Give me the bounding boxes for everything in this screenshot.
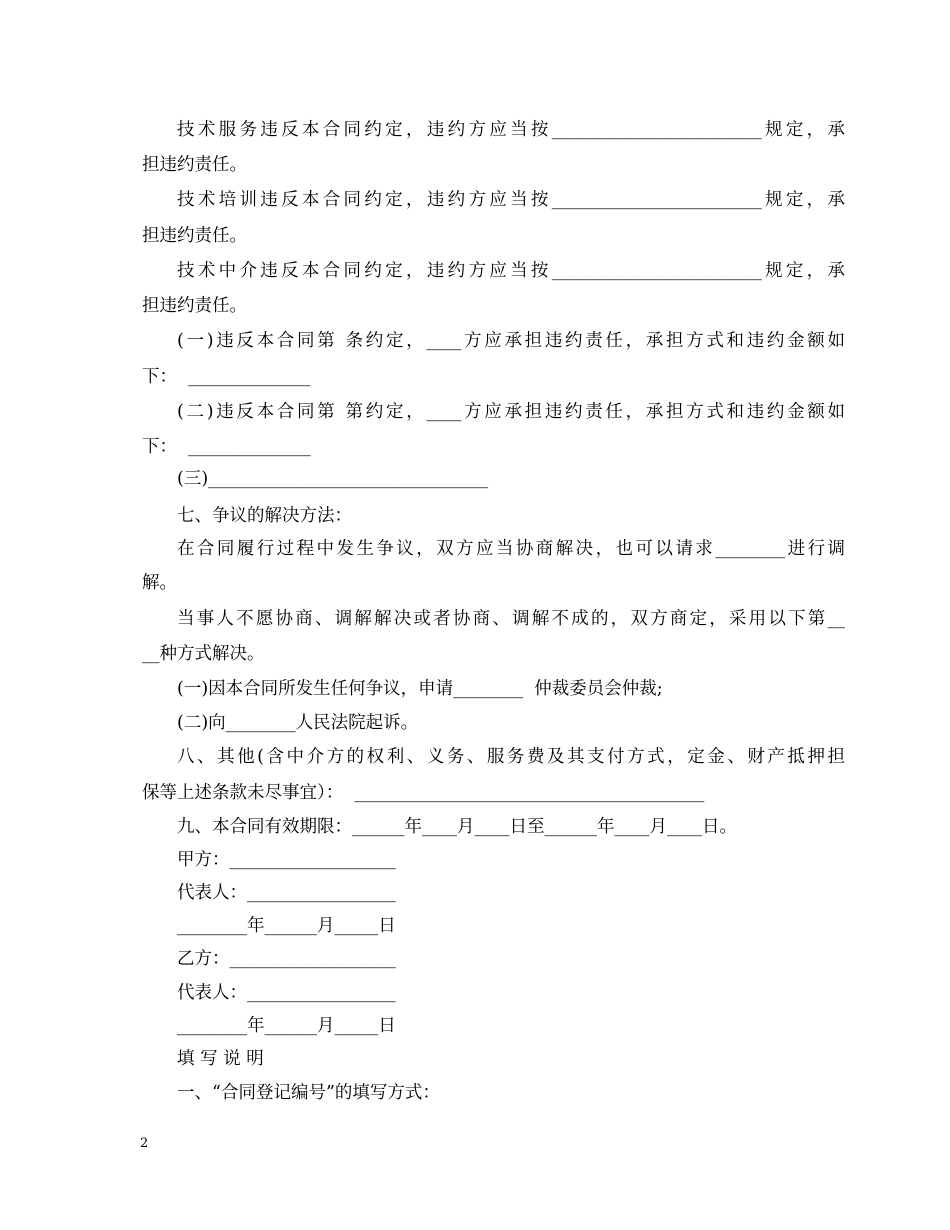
date-line: ________年______月_____日 — [177, 1016, 396, 1036]
party-b-line: 乙方：___________________ — [177, 949, 396, 969]
section-heading: 九、本合同有效期限：______年____月____日至______年____月____日。 — [177, 817, 737, 837]
paragraph-line: 技术服务违反本合同约定，违约方应当按________________________规定，承 — [177, 120, 845, 140]
section-heading: 八、其他(含中介方的权利、义务、服务费及其支付方式，定金、财产抵押担 — [177, 747, 845, 767]
paragraph-line: (三)________________________________ — [177, 469, 489, 489]
paragraph-line: 解。 — [142, 573, 177, 593]
paragraph-line: 技术培训违反本合同约定，违约方应当按________________________规定，承 — [177, 190, 845, 210]
paragraph-line: 担违约责任。 — [142, 155, 247, 175]
section-heading: 七、争议的解决方法： — [177, 506, 352, 526]
paragraph-line: 下： ______________ — [142, 367, 311, 387]
paragraph-line: 当事人不愿协商、调解解决或者协商、调解不成的，双方商定，采用以下第__ — [177, 609, 845, 629]
date-line: ________年______月_____日 — [177, 916, 396, 936]
representative-line: 代表人：_________________ — [177, 883, 396, 903]
paragraph-line: 保等上述条款未尽事宜）： ________________________________________ — [142, 783, 705, 803]
paragraph-line: 担违约责任。 — [142, 226, 247, 246]
representative-line: 代表人：_________________ — [177, 983, 396, 1003]
paragraph-line: (二)违反本合同第 第约定，____方应承担违约责任，承担方式和违约金额如 — [177, 402, 845, 422]
paragraph-line: 担违约责任。 — [142, 296, 247, 316]
section-heading: 填 写 说 明 — [177, 1049, 264, 1069]
paragraph-line: (一)因本合同所发生任何争议，申请________ 仲裁委员会仲裁; — [177, 679, 663, 699]
paragraph-line: __种方式解决。 — [142, 644, 265, 664]
paragraph-line: 在合同履行过程中发生争议，双方应当协商解决，也可以请求________进行调 — [177, 539, 845, 559]
paragraph-line: 技术中介违反本合同约定，违约方应当按________________________规定，承 — [177, 261, 845, 281]
paragraph-line: 下： ______________ — [142, 437, 311, 457]
section-heading: 一、“合同登记编号”的填写方式： — [177, 1083, 440, 1103]
paragraph-line: (一)违反本合同第 条约定，____方应承担违约责任，承担方式和违约金额如 — [177, 331, 845, 351]
party-a-line: 甲方：___________________ — [177, 850, 396, 870]
paragraph-line: (二)向________人民法院起诉。 — [177, 713, 419, 733]
page-number: 2 — [140, 1136, 149, 1151]
